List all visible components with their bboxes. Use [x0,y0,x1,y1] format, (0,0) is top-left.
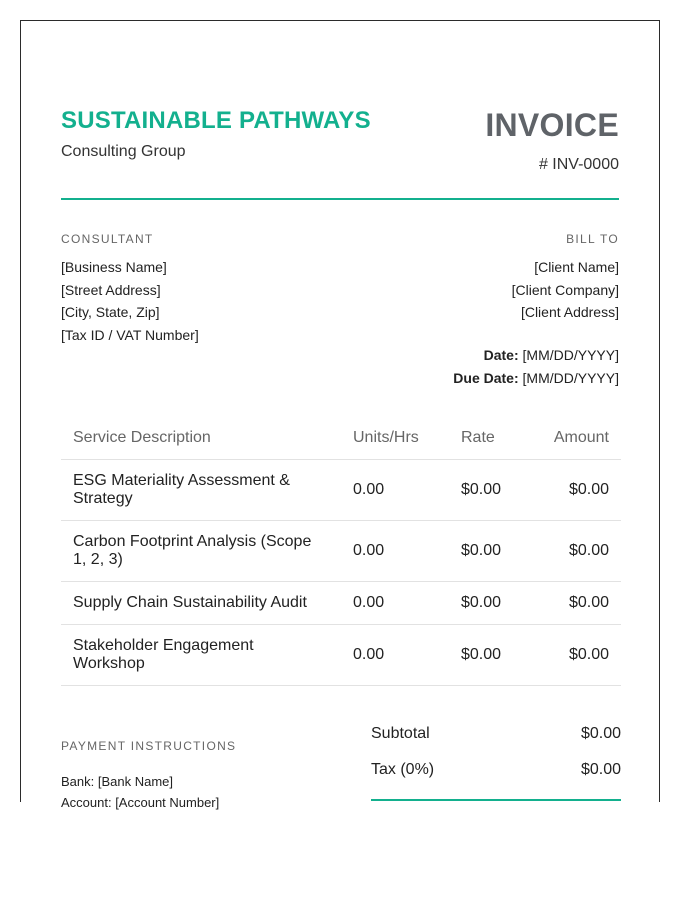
issue-date-label: Date: [483,347,519,363]
header-service-description: Service Description [61,419,341,460]
issue-date-value: [MM/DD/YYYY] [522,347,619,363]
consultant-details [61,256,199,346]
row-rate: $0.00 [449,460,541,521]
row-amount: $0.00 [541,460,621,521]
table-row [61,521,621,582]
row-amount: $0.00 [541,625,621,686]
invoice-number: # INV-0000 [538,156,619,173]
row-rate: $0.00 [449,625,541,686]
row-units: 0.00 [341,460,449,521]
consultant-tax-id: [Tax ID / VAT Number] [61,326,199,343]
invoice-title: INVOICE [485,107,619,143]
table-row [61,625,621,686]
invoice-dates [453,344,619,389]
issue-date-row [453,344,619,367]
bill-to-label: BILL TO [566,232,619,246]
row-units: 0.00 [341,625,449,686]
header-units-hrs: Units/Hrs [341,419,449,460]
subtotal-label: Subtotal [371,725,430,742]
bill-to-details [512,256,619,324]
company-name: SUSTAINABLE PATHWAYS [61,107,371,134]
payment-instructions-label: PAYMENT INSTRUCTIONS [61,739,237,753]
tax-row [371,761,621,797]
payment-bank-name: Bank: [Bank Name] [61,774,173,789]
consultant-label: CONSULTANT [61,232,154,246]
table-row [61,460,621,521]
consultant-business-name: [Business Name] [61,259,167,275]
tax-value: $0.00 [580,761,621,778]
row-description: Supply Chain Sustainability Audit [61,582,341,625]
consultant-street-address: [Street Address] [61,281,161,298]
row-amount: $0.00 [541,582,621,625]
due-date-row [453,367,619,390]
totals-block [371,725,621,797]
client-company: [Client Company] [511,281,619,298]
due-date-label: Due Date: [453,369,519,386]
tax-label: Tax (0%) [371,761,435,778]
consultant-city-state-zip: [City, State, Zip] [61,304,160,320]
row-description: Carbon Footprint Analysis (Scope 1, 2, 3) [61,521,341,582]
payment-account-number: Account: [Account Number] [61,795,220,810]
payment-instructions [61,771,219,813]
row-amount: $0.00 [541,521,621,582]
row-rate: $0.00 [449,521,541,582]
table-header-row [61,419,621,460]
client-name: [Client Name] [534,259,619,275]
header-rate: Rate [449,419,541,460]
invoice-page [20,20,660,810]
client-address: [Client Address] [520,304,619,320]
row-description: ESG Materiality Assessment & Strategy [61,460,341,521]
due-date-value: [MM/DD/YYYY] [522,369,619,386]
row-rate: $0.00 [449,582,541,625]
row-units: 0.00 [341,521,449,582]
subtotal-row [371,725,621,761]
header-divider [61,198,619,200]
company-subtitle: Consulting Group [61,143,186,160]
line-items-table [61,419,621,686]
totals-divider [371,799,621,801]
row-units: 0.00 [341,582,449,625]
subtotal-value: $0.00 [580,725,621,742]
row-description: Stakeholder Engagement Workshop [61,625,341,686]
table-row [61,582,621,625]
header-amount: Amount [541,419,621,460]
